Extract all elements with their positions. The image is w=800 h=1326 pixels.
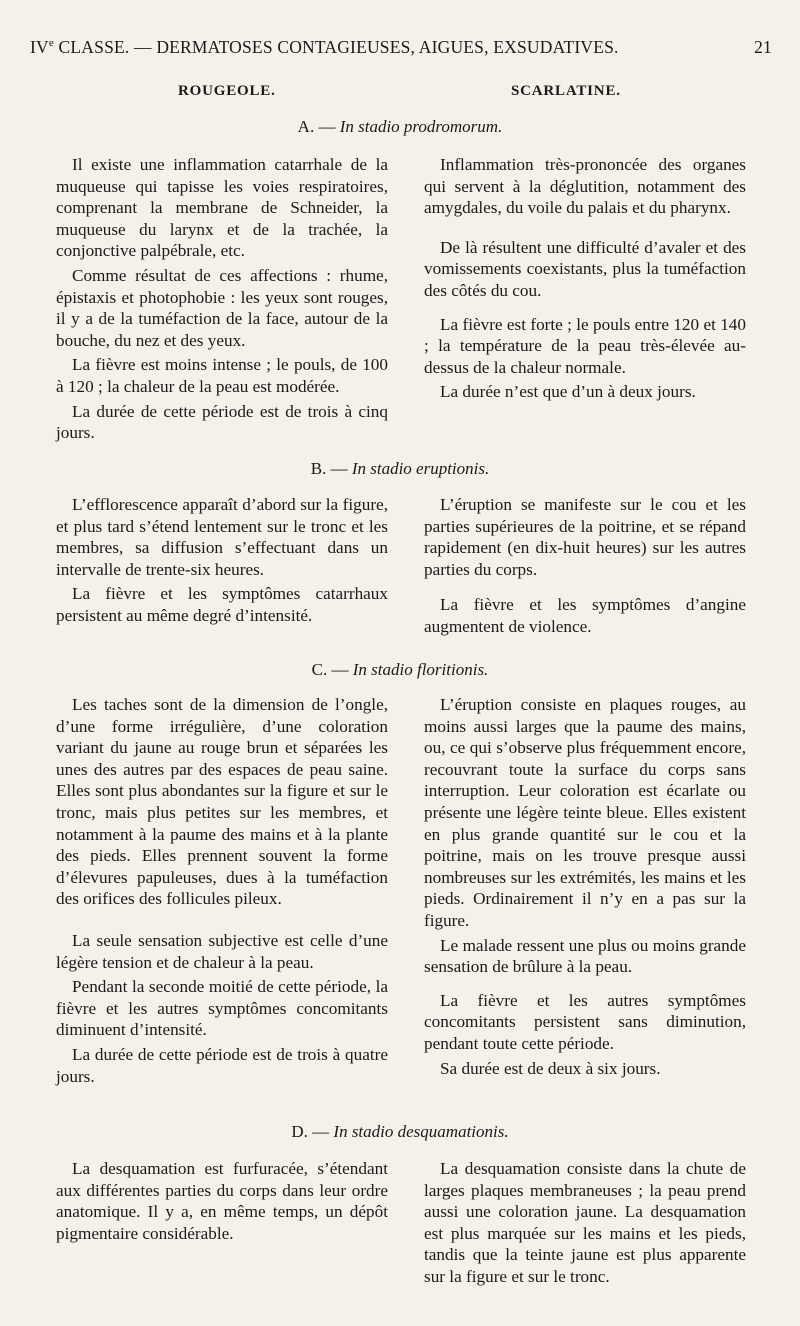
stage-heading-d [0, 1122, 800, 1142]
paragraph: Comme résultat de ces affections : rhume, épistaxis et photophobie : les yeux sont rouges, il y a de la tuméfaction de la face, autour de la bouche, du nez et des yeux. [56, 265, 388, 350]
paragraph: Le malade ressent une plus ou moins grande sensation de brûlure à la peau. [424, 935, 746, 977]
stage-title: In stadio desquamationis. [333, 1122, 509, 1141]
section-c-left [56, 694, 388, 1090]
paragraph: La fièvre et les symptômes catarrhaux persistent au même degré d’intensité. [56, 584, 388, 625]
stage-heading-a [0, 117, 800, 137]
section-b-right [424, 494, 746, 641]
section-b-left [56, 494, 388, 630]
paragraph: La desquamation consiste dans la chute de larges plaques membraneuses ; la peau prend aussi une coloration jaune. La desquamation est plus marquée sur les mains et les pieds, tandis que la teinte jaune est plus apparente sur la figure et sur le tronc. [424, 1159, 746, 1286]
stage-title: In stadio eruptionis. [351, 459, 490, 478]
paragraph: Inflammation très-prononcée des organes qui servent à la déglutition, notamment des amygdales, du voile du palais et du pharynx. [424, 155, 746, 218]
paragraph: La desquamation est furfuracée, s’étendant aux différentes parties du corps dans leur ordre anatomique. Il y a, en même temps, un dépôt pigmentaire considérable. [56, 1159, 388, 1243]
paragraph: La durée de cette période est de trois à cinq jours. [56, 401, 388, 443]
running-head [30, 37, 772, 58]
right-column-heading: SCARLATINE. [511, 83, 621, 99]
stage-title: In stadio floritionis. [352, 660, 489, 679]
stage-letter: C. — [311, 660, 349, 679]
paragraph: Il existe une inflammation catarrhale de la muqueuse qui tapisse les voies respiratoires, comprenant la membrane de Schneider, la muqueuse du larynx et de la trachée, la conjonctive palpébrale, etc. [56, 155, 388, 261]
paragraph: L’éruption consiste en plaques rouges, au moins aussi larges que la paume des mains, ou, ce qui s’observe plus fréquemment encore, recouvrant toute la surface du corps sans interruption. Leur coloration est écarlate ou présente une légère teinte bleue. Elles existent en plus grande quantité sur le cou et la poitrine, mais on les trouve presque aussi nombreuses sur les extrémités, les mains et les pieds. Ordinairement il n’y en a pas sur la figure. [424, 695, 746, 930]
stage-letter: A. — [297, 117, 336, 136]
stage-letter: D. — [291, 1122, 330, 1141]
running-head-title [30, 37, 619, 58]
class-superscript: e [48, 37, 54, 50]
paragraph: La fièvre et les symptômes d’angine augmentent de violence. [424, 595, 746, 636]
paragraph: Les taches sont de la dimension de l’ongle, d’une forme irrégulière, d’une coloration variant du jaune au rouge brun et séparées les unes des autres par des espaces de peau saine. Elles sont plus abondantes sur la figure et sur le tronc, mais plus petites sur les membres, et notamment à la paume des mains et à la plante des pieds. Elles prennent souvent la forme d’élevures papuleuses, dues à la tuméfaction des orifices des follicules pileux. [56, 695, 388, 909]
paragraph: La fièvre et les autres symptômes concomitants persistent sans diminution, pendant toute cette période. [424, 990, 746, 1053]
paragraph: La fièvre est forte ; le pouls entre 120 et 140 ; la température de la peau très-élevée au-dessus de la chaleur normale. [424, 314, 746, 377]
stage-heading-c [0, 660, 800, 680]
stage-title: In stadio prodromorum. [339, 117, 503, 136]
section-d-right [424, 1158, 746, 1291]
paragraph: La durée n’est que d’un à deux jours. [440, 382, 696, 402]
paragraph: La seule sensation subjective est celle d’une légère tension et de chaleur à la peau. [56, 930, 388, 972]
paragraph: L’éruption se manifeste sur le cou et les parties supérieures de la poitrine, et se répand rapidement (en dix-huit heures) sur les autres parties du corps. [424, 495, 746, 579]
column-headings [0, 83, 800, 105]
stage-letter: B. — [310, 459, 348, 478]
class-title: CLASSE. — DERMATOSES CONTAGIEUSES, AIGUES, EXSUDATIVES. [58, 37, 619, 57]
section-a-left [56, 154, 388, 447]
class-number: IV [30, 37, 49, 57]
section-a-right [424, 154, 746, 406]
stage-heading-b [0, 459, 800, 479]
paragraph: De là résultent une difficulté d’avaler et des vomissements coexistants, plus la tuméfaction des côtés du cou. [424, 237, 746, 300]
paragraph: La durée de cette période est de trois à quatre jours. [56, 1044, 388, 1086]
section-d-left [56, 1158, 388, 1247]
paragraph: La fièvre est moins intense ; le pouls, de 100 à 120 ; la chaleur de la peau est modérée. [56, 355, 388, 396]
paragraph: Sa durée est de deux à six jours. [440, 1058, 661, 1078]
page-number: 21 [754, 37, 772, 57]
section-c-right [424, 694, 746, 1082]
left-column-heading: ROUGEOLE. [178, 83, 276, 99]
paragraph: Pendant la seconde moitié de cette période, la fièvre et les autres symptômes concomitants diminuent d’intensité. [56, 977, 388, 1040]
paragraph: L’efflorescence apparaît d’abord sur la figure, et plus tard s’étend lentement sur le tronc et les membres, sa diffusion s’effectuant dans un intervalle de trente-six heures. [56, 495, 388, 579]
